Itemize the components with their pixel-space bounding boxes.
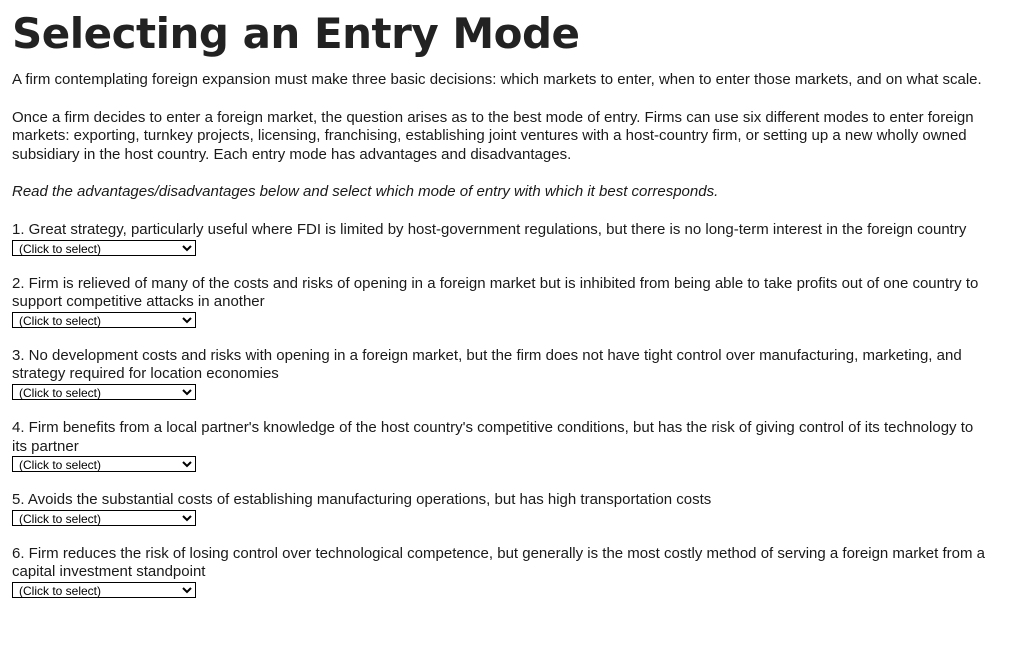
question-4-select[interactable] (12, 456, 196, 472)
intro-paragraph-2: Once a firm decides to enter a foreign market, the question arises as to the best mode of entry. Firms can use six different modes to enter foreign markets: exporting, turnkey projects, licensing, franchising, establishing joint ventures with a host-country firm, or setting up a new wholly owned subsidiary in the host country. Each entry mode has advantages and disadvantages. (12, 108, 974, 163)
question-5-text: 5. Avoids the substantial costs of establishing manufacturing operations, but has high transportation costs (12, 491, 712, 509)
question-5-select[interactable] (12, 510, 196, 526)
question-1-text: 1. Great strategy, particularly useful where FDI is limited by host-government regulations, but there is no long-term interest in the foreign country (12, 220, 967, 238)
question-5 (12, 491, 988, 526)
question-4-text: 4. Firm benefits from a local partner's knowledge of the host country's competitive conditions, but has the risk of giving control of its technology to its partner (12, 418, 974, 455)
question-6 (12, 545, 988, 598)
question-3-select[interactable] (12, 384, 196, 400)
question-3 (12, 347, 988, 400)
question-3-text: 3. No development costs and risks with opening in a foreign market, but the firm does not have tight control over manufacturing, marketing, and strategy required for location economies (12, 346, 962, 383)
question-1-select[interactable] (12, 240, 196, 256)
instructions-text: Read the advantages/disadvantages below and select which mode of entry with which it best corresponds. (12, 183, 719, 201)
question-2 (12, 275, 988, 328)
question-1 (12, 221, 988, 256)
question-2-select[interactable] (12, 312, 196, 328)
question-6-text: 6. Firm reduces the risk of losing control over technological competence, but generally is the most costly method of serving a foreign market from a capital investment standpoint (12, 544, 985, 581)
page-title: Selecting an Entry Mode (12, 9, 580, 58)
question-6-select[interactable] (12, 582, 196, 598)
intro-paragraph-1: A firm contemplating foreign expansion must make three basic decisions: which markets to enter, when to enter those markets, and on what scale. (12, 71, 982, 88)
question-2-text: 2. Firm is relieved of many of the costs and risks of opening in a foreign market but is inhibited from being able to take profits out of one country to support competitive attacks in another (12, 274, 979, 311)
question-4 (12, 419, 988, 472)
